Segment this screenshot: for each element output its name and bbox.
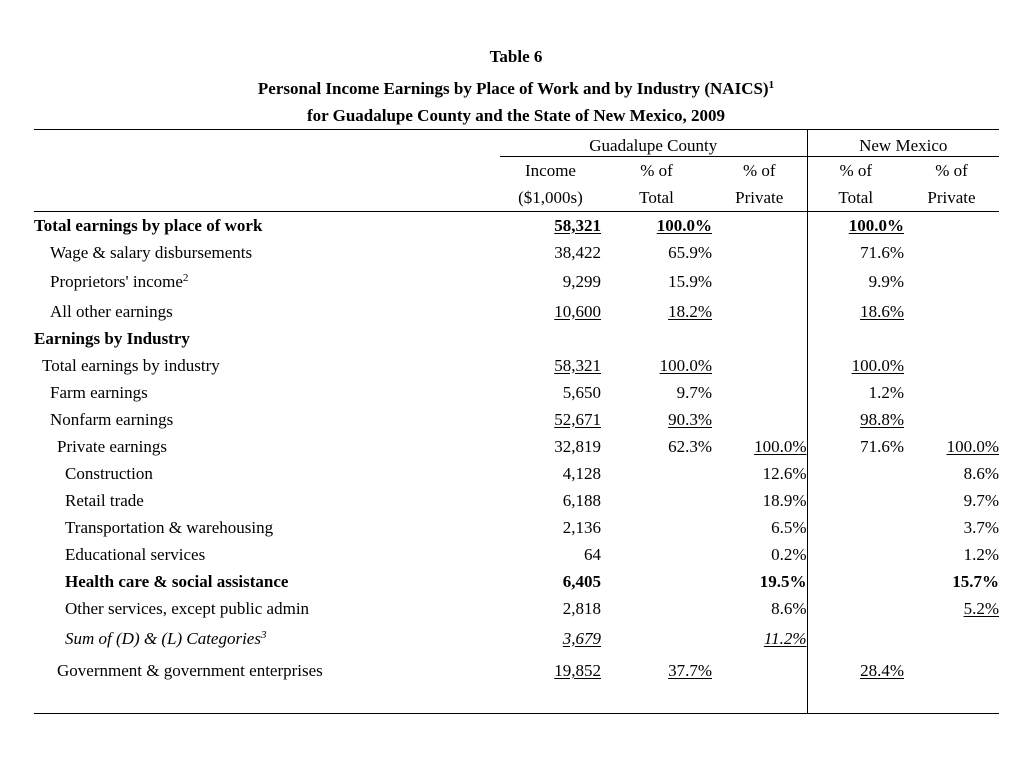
cell-pct-private [712,239,807,266]
nm-pct-private-header-2: Private [904,184,999,212]
cell-value: 10,600 [554,301,601,321]
cell-nm-total [807,212,904,240]
cell-nm-private [904,433,999,460]
table-row [34,239,999,266]
cell-pct-private [712,352,807,379]
table-bottom-spacer [34,687,999,714]
pct-private-header-1: % of [742,160,776,180]
cell-nm-total [807,239,904,266]
cell-value: 6,188 [562,490,601,510]
cell-value: 32,819 [554,436,601,456]
cell-income [500,352,601,379]
cell-nm-total [807,541,904,568]
row-label [34,655,500,687]
row-label-text: Government & government enterprises [57,661,323,680]
cell-nm-total [807,379,904,406]
row-label [34,622,500,655]
cell-value: 6.5% [771,517,807,537]
cell-value: 58,321 [554,355,601,375]
cell-pct-private [712,406,807,433]
cell-value: 18.6% [860,301,904,321]
cell-pct-total [601,325,712,352]
cell-nm-total [807,266,904,298]
cell-nm-total [807,655,904,687]
row-label [34,406,500,433]
cell-value: 71.6% [860,242,904,262]
pct-total-header-1: % of [640,160,673,180]
header-group-row [34,130,999,157]
cell-nm-private [904,379,999,406]
cell-value: 98.8% [860,409,904,429]
cell-income [500,298,601,325]
cell-pct-private [712,487,807,514]
table-row [34,487,999,514]
cell-income [500,266,601,298]
row-label [34,595,500,622]
title-footnote-marker: 1 [768,79,775,91]
cell-pct-total [601,266,712,298]
cell-value: 9,299 [562,272,601,291]
row-label [34,352,500,379]
cell-pct-total [601,379,712,406]
cell-income [500,568,601,595]
row-label-text: Farm earnings [50,382,148,402]
earnings-table [34,129,999,714]
cell-value: 3,679 [562,628,601,648]
table-subtitle: for Guadalupe County and the State of New Mexico, 2009 [306,106,726,125]
cell-value: 9.7% [676,382,712,402]
cell-pct-private [712,212,807,240]
cell-value: 5.2% [963,598,999,618]
footnote-marker: 2 [182,272,189,284]
cell-value: 90.3% [668,409,712,429]
cell-pct-total [601,352,712,379]
cell-value: 19,852 [554,661,601,680]
row-label-text: Sum of (D) & (L) Categories [65,628,261,648]
cell-pct-private [712,325,807,352]
cell-income [500,622,601,655]
cell-pct-private [712,595,807,622]
cell-value: 2,136 [562,517,601,537]
cell-value: 9.7% [963,490,999,510]
cell-pct-total [601,514,712,541]
row-label-text: Total earnings by industry [42,355,220,375]
row-label-text: Proprietors' income [50,272,183,291]
cell-value: 19.5% [759,571,807,591]
cell-nm-total [807,352,904,379]
cell-income [500,379,601,406]
table-row [34,541,999,568]
cell-pct-private [712,379,807,406]
cell-value: 11.2% [763,628,807,648]
row-label-text: Other services, except public admin [65,598,310,618]
cell-value: 8.6% [771,598,807,618]
row-label-text: Wage & salary disbursements [50,242,253,262]
cell-nm-total [807,325,904,352]
cell-value: 1.2% [868,382,904,402]
cell-value: 37.7% [668,661,712,680]
row-label [34,487,500,514]
pct-private-header-2: Private [712,184,807,212]
cell-pct-total [601,406,712,433]
cell-pct-private [712,655,807,687]
cell-income [500,460,601,487]
cell-value: 5,650 [562,382,601,402]
table-row [34,212,999,240]
nm-pct-private-header-1: % of [935,160,968,180]
cell-income [500,595,601,622]
cell-nm-private [904,514,999,541]
cell-nm-private [904,568,999,595]
table-row [34,406,999,433]
row-label-text: Educational services [65,544,206,564]
row-label-text: Health care & social assistance [65,571,289,591]
cell-income [500,541,601,568]
cell-value: 100.0% [946,436,999,456]
cell-value: 38,422 [554,242,601,262]
row-label-text: Private earnings [57,436,167,456]
cell-nm-total [807,433,904,460]
guadalupe-county-header: Guadalupe County [500,130,807,157]
pct-total-header-2: Total [601,184,712,212]
cell-nm-private [904,655,999,687]
cell-pct-private [712,541,807,568]
income-header-1: Income [525,160,576,180]
row-label-text: Nonfarm earnings [50,409,174,429]
cell-nm-private [904,541,999,568]
row-label [34,379,500,406]
cell-nm-private [904,266,999,298]
header-row-2 [34,184,999,212]
cell-value: 15.9% [668,272,712,291]
cell-value: 2,818 [562,598,601,618]
cell-value: 100.0% [656,215,712,235]
cell-nm-total [807,622,904,655]
row-label-text: Transportation & warehousing [65,517,274,537]
row-label [34,239,500,266]
cell-value: 4,128 [562,463,601,483]
table-row [34,325,999,352]
row-label [34,325,500,352]
cell-value: 1.2% [963,544,999,564]
cell-pct-private [712,433,807,460]
cell-nm-private [904,406,999,433]
row-label-text: Retail trade [65,490,144,510]
cell-pct-total [601,433,712,460]
table-row [34,298,999,325]
cell-pct-total [601,487,712,514]
cell-value: 64 [584,544,601,564]
cell-nm-total [807,595,904,622]
table-row [34,433,999,460]
table-row [34,379,999,406]
row-label [34,541,500,568]
cell-nm-private [904,352,999,379]
table-row [34,352,999,379]
cell-nm-total [807,406,904,433]
table-title-text: Personal Income Earnings by Place of Work and by Industry (NAICS) [257,79,769,98]
cell-value: 65.9% [668,242,712,262]
cell-nm-total [807,514,904,541]
cell-value: 28.4% [860,661,904,680]
footnote-marker: 3 [260,628,267,641]
cell-value: 100.0% [851,355,904,375]
cell-value: 9.9% [868,272,904,291]
table-number: Table 6 [489,47,543,66]
cell-value: 15.7% [952,571,999,591]
row-label [34,568,500,595]
cell-pct-total [601,541,712,568]
new-mexico-header: New Mexico [807,130,999,157]
row-label-text: Earnings by Industry [34,328,190,348]
cell-nm-total [807,487,904,514]
table-row [34,622,999,655]
row-label-text: All other earnings [50,301,173,321]
cell-nm-private [904,212,999,240]
cell-value: 18.9% [762,490,807,510]
table-row [34,655,999,687]
cell-income [500,212,601,240]
cell-value: 100.0% [754,436,807,456]
table-row [34,460,999,487]
table-row [34,595,999,622]
cell-pct-private [712,460,807,487]
cell-nm-private [904,239,999,266]
cell-pct-private [712,266,807,298]
row-label [34,514,500,541]
cell-value: 6,405 [562,571,601,591]
cell-nm-total [807,298,904,325]
cell-income [500,239,601,266]
row-label-text: Construction [65,463,153,483]
row-label [34,433,500,460]
cell-income [500,514,601,541]
row-label-text: Total earnings by place of work [34,215,263,235]
nm-pct-total-header-1: % of [807,157,904,185]
cell-value: 71.6% [860,436,904,456]
table-row [34,568,999,595]
cell-pct-private [712,568,807,595]
cell-value: 12.6% [762,463,807,483]
cell-value: 62.3% [668,436,712,456]
row-label [34,212,500,240]
cell-value: 52,671 [554,409,601,429]
cell-pct-private [712,622,807,655]
cell-nm-private [904,460,999,487]
row-label [34,460,500,487]
cell-income [500,325,601,352]
cell-value: 18.2% [668,301,712,321]
cell-value: 0.2% [771,544,807,564]
cell-pct-total [601,239,712,266]
cell-nm-private [904,595,999,622]
cell-income [500,406,601,433]
table-title [0,79,1024,99]
cell-income [500,487,601,514]
cell-pct-total [601,212,712,240]
cell-pct-total [601,460,712,487]
cell-nm-total [807,568,904,595]
cell-nm-private [904,622,999,655]
cell-pct-private [712,514,807,541]
cell-nm-total [807,460,904,487]
cell-pct-total [601,655,712,687]
cell-value: 3.7% [963,517,999,537]
nm-pct-total-header-2: Total [807,184,904,212]
cell-pct-total [601,622,712,655]
cell-pct-total [601,298,712,325]
cell-value: 58,321 [554,215,601,235]
cell-pct-private [712,298,807,325]
row-label [34,298,500,325]
cell-pct-total [601,568,712,595]
cell-income [500,433,601,460]
cell-value: 100.0% [848,215,904,235]
cell-nm-private [904,298,999,325]
header-row-1 [34,157,999,185]
cell-nm-private [904,325,999,352]
cell-income [500,655,601,687]
cell-nm-private [904,487,999,514]
income-header-2: ($1,000s) [500,184,601,212]
cell-value: 100.0% [659,355,712,375]
table-row [34,514,999,541]
table-row [34,266,999,298]
cell-pct-total [601,595,712,622]
row-label [34,266,500,298]
cell-value: 8.6% [963,463,999,483]
